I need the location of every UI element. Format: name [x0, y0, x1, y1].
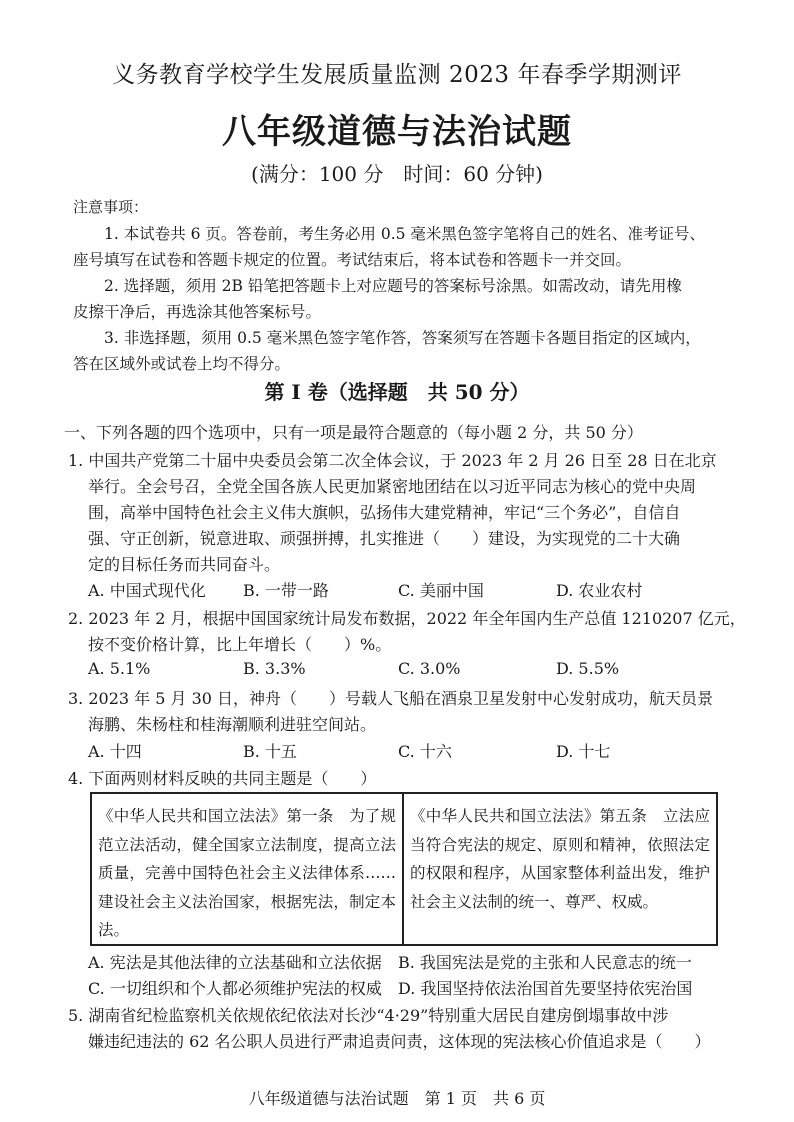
question-2-option-c: C. 3.0% — [398, 659, 461, 678]
question-3-option-b: B. 十五 — [243, 742, 297, 761]
question-1-line: 1. 中国共产党第二十届中央委员会第二次全体会议，于 2023 年 2 月 26 日至 28 日在北京 — [68, 451, 717, 470]
question-1-line: 举行。全会号召，全党全国各族人民更加紧密地团结在以习近平同志为核心的党中央周 — [88, 477, 697, 496]
question-3-option-d: D. 十七 — [556, 742, 611, 761]
question-2-option-a: A. 5.1% — [88, 659, 151, 678]
question-3-option-c: C. 十六 — [398, 742, 452, 761]
exam-title: 八年级道德与法治试题 — [222, 112, 572, 152]
material-table — [90, 792, 718, 946]
question-4-option-d: D. 我国坚持依法治国首先要坚持依宪治国 — [398, 979, 693, 998]
question-2-option-b: B. 3.3% — [243, 659, 306, 678]
question-4-option-a: A. 宪法是其他法律的立法基础和立法依据 — [88, 953, 382, 972]
question-5-line: 嫌违纪违法的 62 名公职人员进行严肃追责问责，这体现的宪法核心价值追求是（ ） — [88, 1032, 711, 1051]
part-heading: 一、下列各题的四个选项中，只有一项是最符合题意的（每小题 2 分，共 50 分） — [64, 423, 643, 442]
question-1-line: 围，高举中国特色社会主义伟大旗帜，弘扬伟大建党精神，牢记“三个务必”，自信自 — [88, 503, 681, 522]
question-1-option-d: D. 农业农村 — [556, 581, 643, 600]
notes-line: 1. 本试卷共 6 页。答卷前，考生务必用 0.5 毫米黑色签字笔将自己的姓名、准考证号、 — [104, 225, 705, 243]
question-4-option-b: B. 我国宪法是党的主张和人民意志的统一 — [398, 953, 692, 972]
section-title: 第 I 卷（选择题 共 50 分） — [264, 380, 530, 404]
question-4-line: 4. 下面两则材料反映的共同主题是（ ） — [68, 769, 377, 788]
question-1-line: 强、守正创新，锐意进取、顽强拼搏，扎实推进（ ）建设，为实现党的二十大确 — [88, 529, 681, 548]
question-1-line: 定的目标任务而共同奋斗。 — [88, 555, 281, 574]
question-3-option-a: A. 十四 — [88, 742, 142, 761]
notes-heading: 注意事项： — [73, 198, 149, 216]
exam-organization: 义务教育学校学生发展质量监测 2023 年春季学期测评 — [112, 62, 682, 88]
notes-line: 答在区域外或试卷上均不得分。 — [73, 355, 291, 373]
question-2-option-d: D. 5.5% — [556, 659, 620, 678]
question-3-line: 3. 2023 年 5 月 30 日，神舟（ ）号载人飞船在酒泉卫星发射中心发射成功，航天员景 — [68, 689, 714, 708]
question-5-line: 5. 湖南省纪检监察机关依规依纪依法对长沙“4·29”特别重大居民自建房倒塌事故中涉 — [68, 1006, 669, 1025]
notes-line: 座号填写在试卷和答题卡规定的位置。考试结束后，将本试卷和答题卡一并交回。 — [73, 251, 632, 269]
notes-line: 皮擦干净后，再选涂其他答案标号。 — [73, 303, 322, 321]
notes-line: 2. 选择题，须用 2B 铅笔把答题卡上对应题号的答案标号涂黑。如需改动，请先用橡 — [104, 277, 682, 295]
question-1-option-a: A. 中国式现代化 — [88, 581, 206, 600]
question-4-option-c: C. 一切组织和个人都必须维护宪法的权威 — [88, 979, 382, 998]
question-1-option-c: C. 美丽中国 — [398, 581, 484, 600]
question-1-option-b: B. 一带一路 — [243, 581, 329, 600]
material-right: 《中华人民共和国立法法》第五条 立法应当符合宪法的规定、原则和精神，依照法定的权限和程序，从国家整体利益出发，维护社会主义法制的统一、尊严、权威。 — [410, 807, 710, 911]
exam-score-time: (满分：100 分 时间：60 分钟) — [251, 162, 543, 186]
page-footer: 八年级道德与法治试题 第 1 页 共 6 页 — [248, 1089, 546, 1108]
question-2-line: 2. 2023 年 2 月，根据中国国家统计局发布数据，2022 年全年国内生产总值 1210207 亿元， — [68, 609, 746, 628]
material-left: 《中华人民共和国立法法》第一条 为了规范立法活动，健全国家立法制度，提高立法质量，完善中国特色社会主义法律体系……建设社会主义法治国家，根据宪法，制定本法。 — [92, 794, 404, 944]
question-2-line: 按不变价格计算，比上年增长（ ）%。 — [88, 635, 392, 654]
notes-line: 3. 非选择题，须用 0.5 毫米黑色签字笔作答，答案须写在答题卡各题目指定的区域内， — [104, 329, 701, 347]
question-3-line: 海鹏、朱杨柱和桂海潮顺利进驻空间站。 — [88, 715, 377, 734]
